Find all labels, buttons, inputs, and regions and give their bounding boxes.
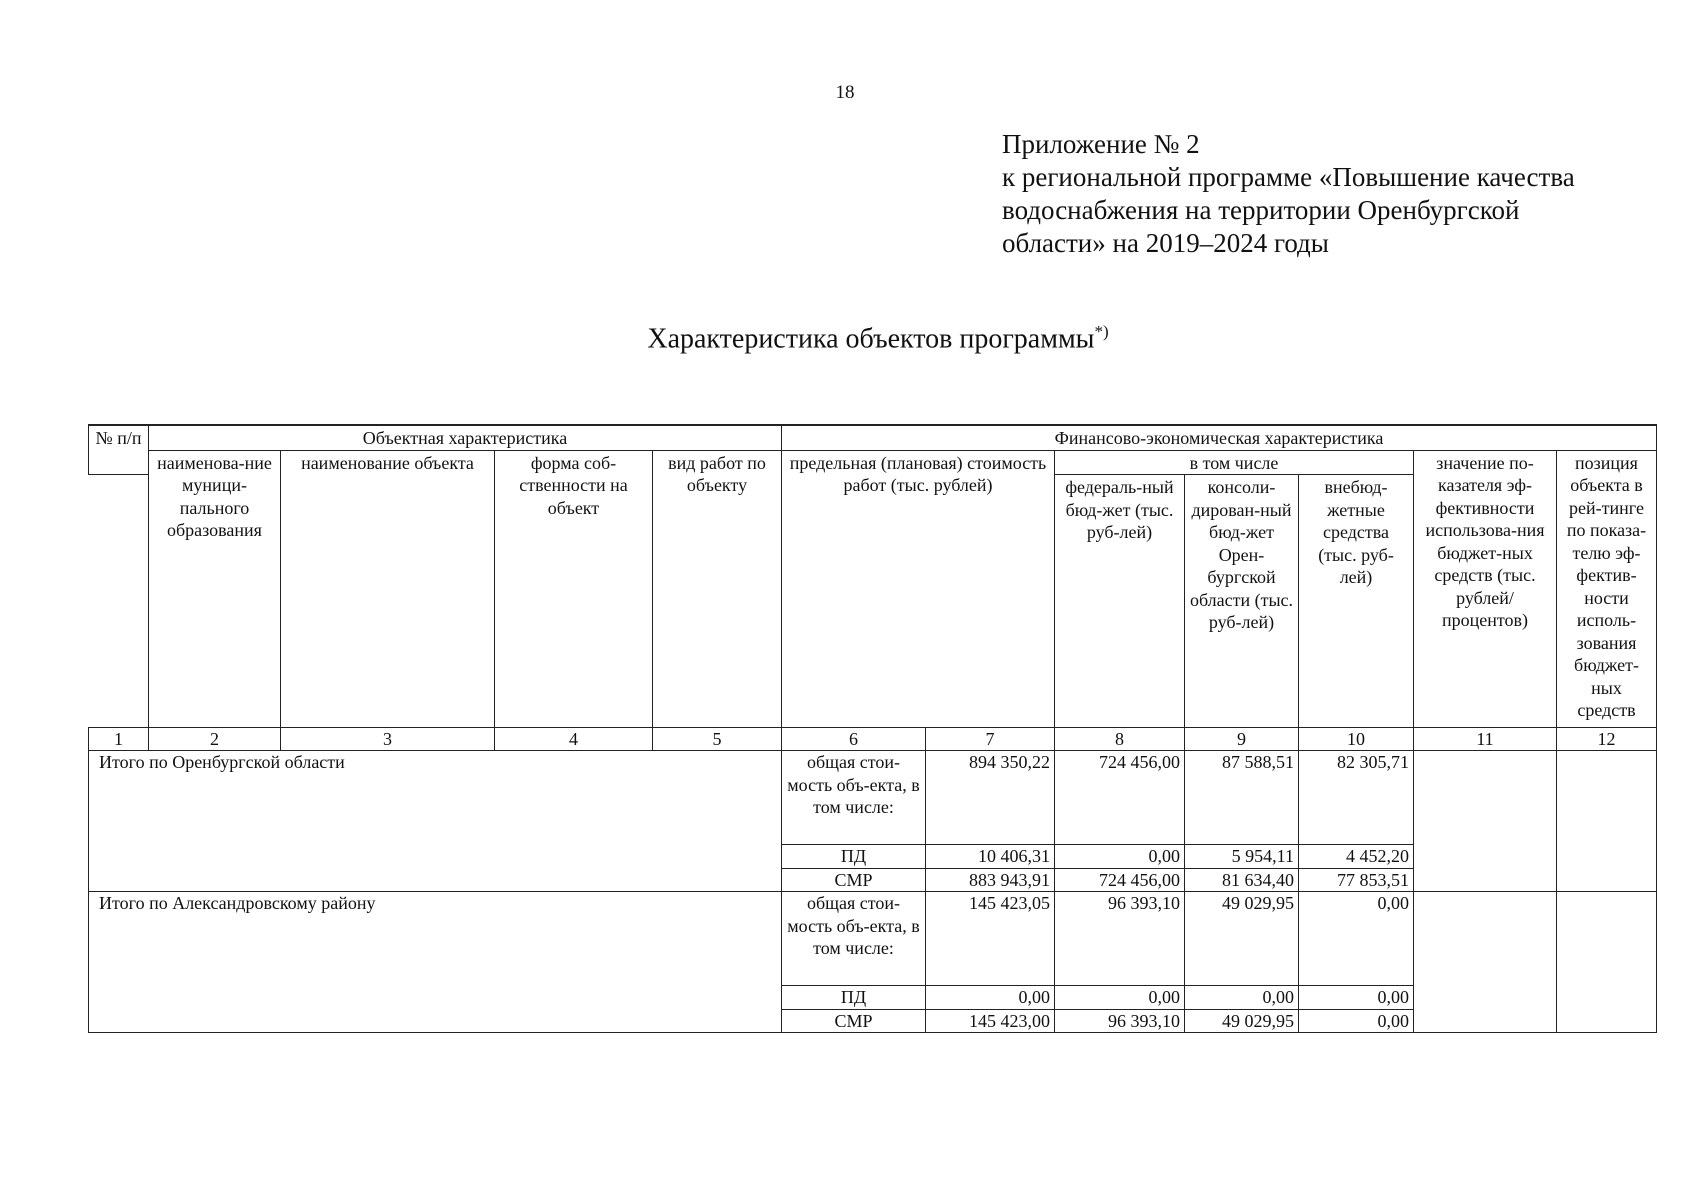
document-title-text: Характеристика объектов программы xyxy=(647,323,1095,355)
column-number: 5 xyxy=(653,728,782,751)
federal-budget: 96 393,10 xyxy=(1055,1009,1185,1033)
total-cost: 145 423,05 xyxy=(926,892,1055,986)
consolidated-budget: 0,00 xyxy=(1185,986,1299,1010)
appendix-line: Приложение № 2 xyxy=(1002,129,1200,159)
column-number: 12 xyxy=(1557,728,1657,751)
consolidated-budget: 49 029,95 xyxy=(1185,1009,1299,1033)
column-number: 10 xyxy=(1299,728,1414,751)
column-number: 8 xyxy=(1055,728,1185,751)
extra-budget: 0,00 xyxy=(1299,1009,1414,1033)
document-title xyxy=(0,322,1690,355)
column-number: 4 xyxy=(495,728,653,751)
column-number: 9 xyxy=(1185,728,1299,751)
header-object-group: Объектная характеристика xyxy=(149,425,782,450)
federal-budget: 0,00 xyxy=(1055,986,1185,1010)
efficiency-value xyxy=(1414,892,1557,1033)
group-label: Итого по Александровскому району xyxy=(89,892,782,1033)
consolidated-budget: 87 588,51 xyxy=(1185,751,1299,845)
rating-position xyxy=(1557,892,1657,1033)
header-municipality: наименова-ние муници-пального образования xyxy=(149,450,281,728)
program-objects-table xyxy=(88,424,1657,1033)
extra-budget: 77 853,51 xyxy=(1299,868,1414,892)
federal-budget: 0,00 xyxy=(1055,845,1185,869)
consolidated-budget: 49 029,95 xyxy=(1185,892,1299,986)
column-number: 2 xyxy=(149,728,281,751)
header-efficiency: значение по-казателя эф-фективности использова-ния бюджет-ных средств (тыс. рублей/ процентов) xyxy=(1414,450,1557,728)
federal-budget: 96 393,10 xyxy=(1055,892,1185,986)
cost-type: общая стои-мость объ-екта, в том числе: xyxy=(782,892,926,986)
appendix-line: водоснабжения на территории Оренбургской xyxy=(1002,195,1520,225)
header-work-type: вид работ по объекту xyxy=(653,450,782,728)
appendix-header xyxy=(1002,128,1575,260)
rating-position xyxy=(1557,751,1657,892)
header-federal: федераль-ный бюд-жет (тыс. руб-лей) xyxy=(1055,475,1185,728)
extra-budget: 4 452,20 xyxy=(1299,845,1414,869)
group-label: Итого по Оренбургской области xyxy=(89,751,782,892)
header-including: в том числе xyxy=(1055,450,1414,475)
page-number: 18 xyxy=(835,82,855,103)
column-number: 6 xyxy=(782,728,926,751)
column-number: 11 xyxy=(1414,728,1557,751)
column-number-row xyxy=(89,728,1657,751)
footnote-mark: *) xyxy=(1094,322,1109,341)
header-max-cost: предельная (плановая) стоимость работ (тыс. рублей) xyxy=(782,450,1055,728)
total-cost: 10 406,31 xyxy=(926,845,1055,869)
cost-type: СМР xyxy=(782,1009,926,1033)
consolidated-budget: 81 634,40 xyxy=(1185,868,1299,892)
cost-type: ПД xyxy=(782,845,926,869)
column-number: 3 xyxy=(281,728,495,751)
header-number-spacer xyxy=(89,475,149,728)
efficiency-value xyxy=(1414,751,1557,892)
header-rating: позиция объекта в рей-тинге по показа-телю эф-фектив-ности исполь-зования бюджет-ных средств xyxy=(1557,450,1657,728)
total-cost: 894 350,22 xyxy=(926,751,1055,845)
appendix-line: области» на 2019–2024 годы xyxy=(1002,228,1329,258)
total-cost: 0,00 xyxy=(926,986,1055,1010)
federal-budget: 724 456,00 xyxy=(1055,751,1185,845)
header-object-name: наименование объекта xyxy=(281,450,495,728)
federal-budget: 724 456,00 xyxy=(1055,868,1185,892)
total-cost: 883 943,91 xyxy=(926,868,1055,892)
extra-budget: 0,00 xyxy=(1299,892,1414,986)
header-finance-group: Финансово-экономическая характеристика xyxy=(782,425,1657,450)
header-ownership: форма соб-ственности на объект xyxy=(495,450,653,728)
column-number: 1 xyxy=(89,728,149,751)
header-consolidated: консоли-дирован-ный бюд-жет Орен-бургской области (тыс. руб-лей) xyxy=(1185,475,1299,728)
table-row xyxy=(89,751,1657,845)
appendix-line: к региональной программе «Повышение качества xyxy=(1002,162,1575,192)
cost-type: общая стои-мость объ-екта, в том числе: xyxy=(782,751,926,845)
consolidated-budget: 5 954,11 xyxy=(1185,845,1299,869)
cost-type: СМР xyxy=(782,868,926,892)
header-number: № п/п xyxy=(89,425,149,475)
cost-type: ПД xyxy=(782,986,926,1010)
extra-budget: 82 305,71 xyxy=(1299,751,1414,845)
header-extra-budget: внебюд-жетные средства (тыс. руб-лей) xyxy=(1299,475,1414,728)
extra-budget: 0,00 xyxy=(1299,986,1414,1010)
total-cost: 145 423,00 xyxy=(926,1009,1055,1033)
table-row xyxy=(89,892,1657,986)
column-number: 7 xyxy=(926,728,1055,751)
